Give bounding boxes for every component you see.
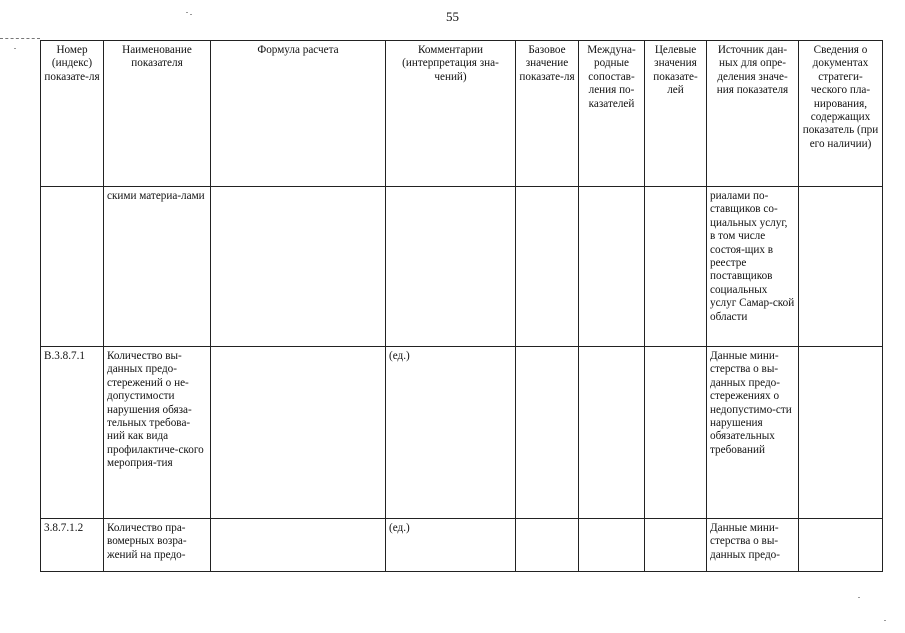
header-cell-strategic-docs: Сведения о документах стратеги-ческого пла-нирования, содержащих показатель (при его наличии): [799, 41, 883, 187]
scan-speck: [14, 48, 16, 49]
header-cell-name: Наименование показателя: [104, 41, 211, 187]
cell-international: [579, 187, 645, 347]
cell-formula: [211, 187, 386, 347]
cell-name: скими материа-лами: [104, 187, 211, 347]
cell-target: [645, 347, 707, 519]
scan-speck: [884, 620, 886, 621]
cell-comment: (ед.): [386, 519, 516, 572]
scan-speck: [190, 14, 192, 15]
header-cell-international: Междуна-родные сопостав-ления по-казателей: [579, 41, 645, 187]
scan-speck: [858, 597, 860, 598]
cell-comment: (ед.): [386, 347, 516, 519]
cell-source: Данные мини-стерства о вы-данных предо-стережениях о недопустимо-сти нарушения обязательных требований: [707, 347, 799, 519]
header-cell-formula: Формула расчета: [211, 41, 386, 187]
cell-base-value: [516, 187, 579, 347]
cell-docs: [799, 347, 883, 519]
cell-name: Количество пра-вомерных возра-жений на предо-: [104, 519, 211, 572]
header-rule: [0, 38, 40, 39]
header-cell-data-source: Источник дан-ных для опре-деления значе-ния показателя: [707, 41, 799, 187]
cell-source: риалами по-ставщиков со-циальных услуг, в том числе состоя-щих в реестре поставщиков социальных услуг Самар-ской области: [707, 187, 799, 347]
cell-docs: [799, 187, 883, 347]
cell-code: [41, 187, 104, 347]
cell-comment: [386, 187, 516, 347]
cell-formula: [211, 347, 386, 519]
cell-code: В.3.8.7.1: [41, 347, 104, 519]
cell-international: [579, 347, 645, 519]
cell-base-value: [516, 347, 579, 519]
cell-docs: [799, 519, 883, 572]
cell-formula: [211, 519, 386, 572]
cell-target: [645, 519, 707, 572]
page-number: 55: [446, 9, 459, 24]
cell-base-value: [516, 519, 579, 572]
indicators-table: [40, 40, 883, 572]
table-row: [41, 347, 883, 519]
header-cell-target-values: Целевые значения показате-лей: [645, 41, 707, 187]
table-row: [41, 519, 883, 572]
header-cell-number: Номер (индекс) показате-ля: [41, 41, 104, 187]
cell-target: [645, 187, 707, 347]
header-row: [41, 41, 883, 187]
cell-international: [579, 519, 645, 572]
cell-name: Количество вы-данных предо-стережений о не-допустимости нарушения обяза-тельных требова-ний как вида профилактиче-ского мероприя-тия: [104, 347, 211, 519]
header-cell-base-value: Базовое значение показате-ля: [516, 41, 579, 187]
cell-code: 3.8.7.1.2: [41, 519, 104, 572]
scan-speck: [186, 12, 188, 13]
cell-source: Данные мини-стерства о вы-данных предо-: [707, 519, 799, 572]
table-row: [41, 187, 883, 347]
header-cell-comment: Комментарии (интерпретация зна-чений): [386, 41, 516, 187]
